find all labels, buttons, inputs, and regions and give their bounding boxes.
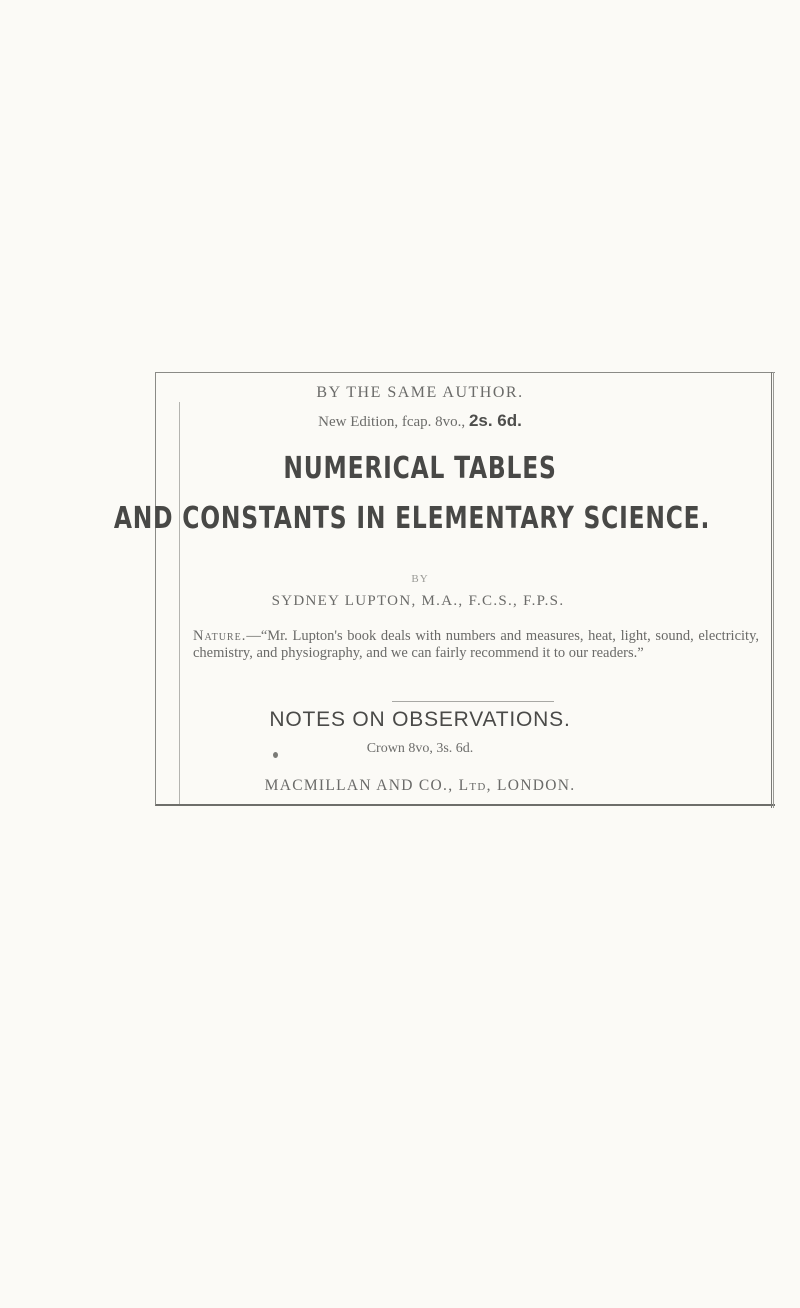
by-same-author-heading: BY THE SAME AUTHOR. [316, 384, 524, 401]
review-text: —“Mr. Lupton's book deals with numbers and measures, heat, light, sound, electricity, chemistry, and physiography, and we can fairly recommend it to our readers.” [193, 628, 759, 661]
ink-dot [273, 752, 278, 758]
by-label: BY [411, 573, 429, 585]
book-title-line-2: AND CONSTANTS IN ELEMENTARY SCIENCE. [113, 501, 711, 536]
book-title-line-1: NUMERICAL TABLES [283, 451, 557, 486]
review-source: Nature. [193, 628, 247, 644]
edition-prefix: New Edition, fcap. 8vo., [318, 414, 466, 430]
publisher-city: LONDON. [496, 777, 576, 794]
publisher-name: MACMILLAN AND CO., [264, 777, 454, 794]
publisher-imprint: MACMILLAN AND CO., Ltd, LONDON. [264, 777, 576, 794]
author-name: SYDNEY LUPTON, M.A., F.C.S., F.P.S. [271, 593, 565, 609]
second-book-title: NOTES ON OBSERVATIONS. [269, 708, 571, 731]
edition-line [20, 411, 800, 431]
review-quote [193, 628, 759, 662]
section-divider [392, 701, 554, 702]
publisher-ltd: Ltd [458, 777, 487, 794]
edition-price: 2s. 6d. [468, 411, 522, 430]
second-book-format-price: Crown 8vo, 3s. 6d. [366, 741, 474, 756]
